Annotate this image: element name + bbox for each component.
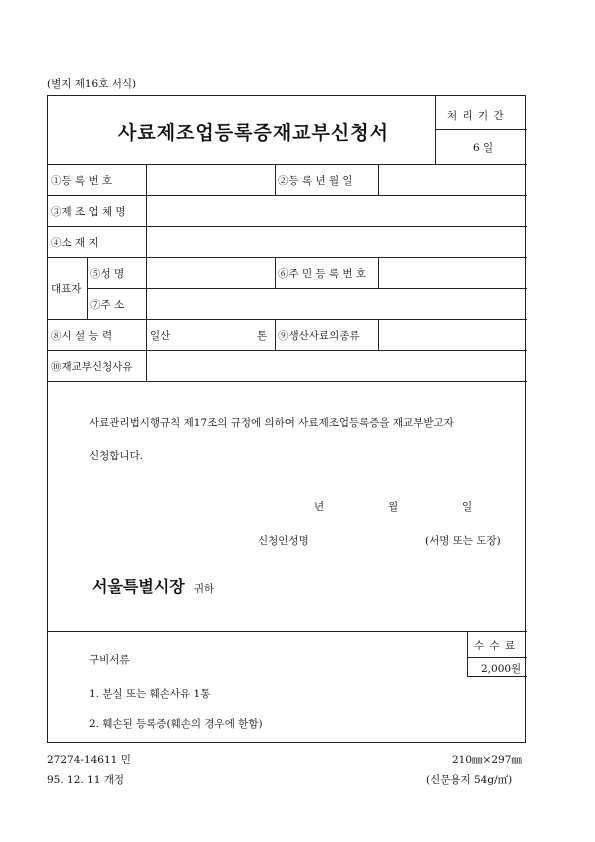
required-document-2: 2. 훼손된 등록증(훼손의 경우에 한함) bbox=[89, 718, 263, 730]
column-divider bbox=[378, 164, 379, 195]
location-label: ④소 재 지 bbox=[51, 237, 99, 249]
facility-capacity-label: ⑧시 설 능 력 bbox=[51, 330, 113, 342]
representative-name-label: ⑤성 명 bbox=[90, 268, 125, 280]
row-line bbox=[87, 288, 527, 289]
row-line bbox=[48, 257, 527, 258]
registration-number-label: ①등 록 번 호 bbox=[51, 175, 113, 187]
resident-number-label: ⑥주 민 등 록 번 호 bbox=[278, 268, 367, 280]
column-divider bbox=[275, 319, 276, 350]
addressee-name: 서울특별시장 bbox=[92, 577, 185, 596]
addressee bbox=[92, 574, 214, 597]
label-column-divider bbox=[146, 164, 147, 381]
required-document-1: 1. 분실 또는 훼손사유 1통 bbox=[89, 688, 211, 700]
column-divider bbox=[275, 164, 276, 195]
statement-line-2: 신청합니다. bbox=[89, 450, 144, 462]
representative-label: 대표자 bbox=[51, 283, 82, 295]
row-line bbox=[48, 226, 527, 227]
row-line bbox=[48, 350, 527, 351]
feed-type-label: ⑨생산사료의종류 bbox=[278, 330, 360, 342]
fee-header: 수 수 료 bbox=[474, 640, 517, 652]
processing-period-value: 6 일 bbox=[473, 142, 494, 154]
form-title: 사료제조업등록증재교부신청서 bbox=[118, 122, 389, 144]
row-line bbox=[48, 164, 527, 165]
form-code: 27274-14611 민 bbox=[47, 754, 131, 766]
column-divider bbox=[378, 257, 379, 288]
addressee-suffix: 귀하 bbox=[193, 583, 215, 595]
representative-address-label: ⑦주 소 bbox=[90, 299, 125, 311]
fee-amount: 2,000원 bbox=[481, 663, 522, 675]
column-divider bbox=[378, 319, 379, 350]
date-day: 일 bbox=[462, 501, 473, 513]
required-documents-header: 구비서류 bbox=[89, 654, 130, 666]
statement-line-1: 사료관리법시행규칙 제17조의 규정에 의하여 사료제조업등록증을 재교부받고자 bbox=[89, 417, 454, 429]
representative-divider bbox=[87, 257, 88, 319]
row-line bbox=[48, 319, 527, 320]
capacity-unit-label: 톤 bbox=[257, 330, 268, 342]
row-line bbox=[48, 195, 527, 196]
date-month: 월 bbox=[388, 501, 399, 513]
paper-type: (신문용지 54g/㎡) bbox=[426, 774, 513, 786]
paper-size: 210㎜×297㎜ bbox=[452, 754, 522, 766]
row-line bbox=[48, 381, 527, 382]
signature-or-seal-label: (서명 또는 도장) bbox=[425, 535, 501, 547]
capacity-daily-label: 일산 bbox=[150, 330, 171, 342]
processing-divider bbox=[435, 96, 436, 164]
date-year: 년 bbox=[314, 501, 325, 513]
processing-line bbox=[435, 129, 527, 130]
revision-date: 95. 12. 11 개정 bbox=[47, 774, 125, 786]
applicant-name-label: 신청인성명 bbox=[258, 535, 309, 547]
reissue-reason-label: ⑩재교부신청사유 bbox=[51, 361, 133, 373]
fee-divider bbox=[467, 631, 468, 676]
company-name-label: ③제 조 업 체 명 bbox=[51, 206, 126, 218]
processing-period-header: 처 리 기 간 bbox=[447, 110, 505, 122]
fee-line bbox=[467, 676, 527, 677]
fee-line bbox=[467, 657, 527, 658]
form-number: (별지 제16호 서식) bbox=[47, 78, 137, 90]
column-divider bbox=[275, 257, 276, 288]
row-line bbox=[48, 631, 527, 632]
application-form bbox=[47, 95, 526, 743]
registration-date-label: ②등 록 년 월 일 bbox=[278, 175, 353, 187]
